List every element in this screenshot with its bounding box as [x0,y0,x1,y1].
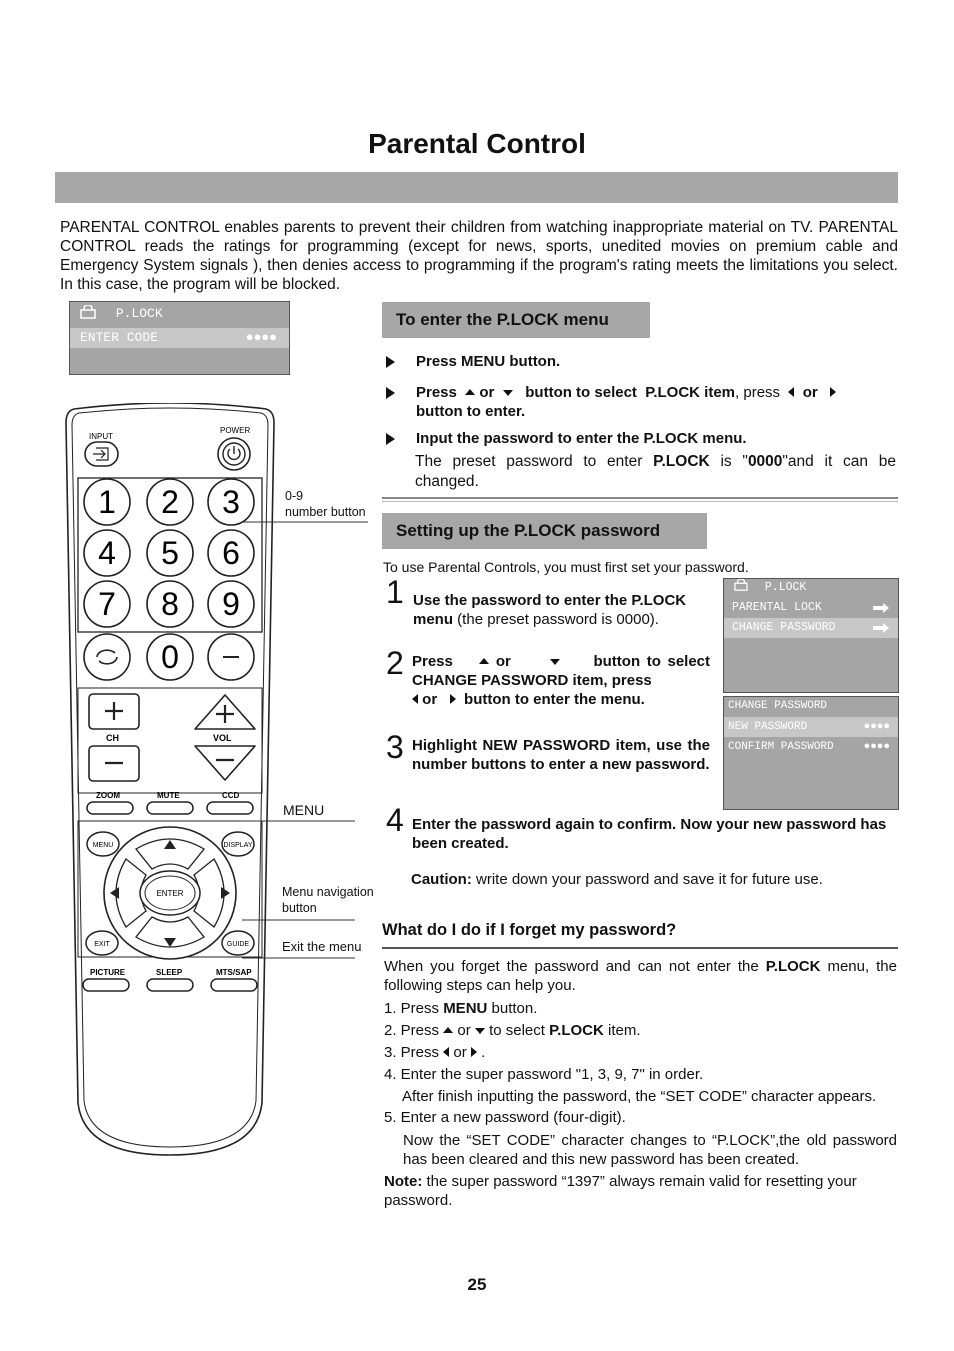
osd-new-password-row [724,717,898,737]
enter-menu-heading: To enter the P.LOCK menu [382,302,650,338]
digit-2-button[interactable] [147,479,193,525]
digit-4-button[interactable] [84,530,130,576]
step-1-rest: (the preset password is 0000). [453,611,659,628]
s2-a: Press [412,653,453,670]
i2-a: 2. Press [384,1022,440,1039]
bullet-3-text: Input the password to enter the P.LOCK menu. [416,430,747,447]
note-d: 0000 [747,453,783,470]
osd-plock-menu [723,578,899,693]
i1-c: button. [487,1000,538,1017]
arrow-right-icon [872,623,890,633]
bullet-arrow-icon [386,356,395,368]
osd-parental-lock-row [724,598,898,618]
osd-confirm-password-label: CONFIRM PASSWORD [728,741,834,753]
digit-label: 8 [161,586,179,622]
step-3-number: 3 [386,729,404,765]
sleep-button[interactable] [147,979,193,991]
callout-nav-a: Menu navigation [282,885,374,899]
forget-i5: 5. Enter a new password (four-digit). [384,1109,626,1126]
s2-or2: or [422,691,438,708]
bullet-1 [386,352,896,371]
step-2-number: 2 [386,645,404,681]
exit-label: EXIT [94,941,110,948]
mtssap-label: MTS/SAP [216,968,252,977]
i1-a: 1. Press [384,1000,444,1017]
digit-label: 7 [98,586,116,622]
setup-steps [386,574,711,629]
step-4-number: 4 [386,802,404,838]
osd-new-password-label: NEW PASSWORD [728,721,808,733]
i1-b: MENU [443,1000,488,1017]
b2-or2: or [802,384,818,401]
b2-or1: or [479,384,495,401]
digit-label: 0 [161,639,179,675]
s2-c: button to enter the menu. [464,691,645,708]
forget-i5-sub: Now the “SET CODE” character changes to “P.LOCK”,the old password has been cleared and this new password has been created. [403,1132,897,1168]
i3-b: . [481,1044,486,1061]
vol-label: VOL [213,733,232,743]
p1-a: When you forget the password and can not enter the [384,958,766,975]
osd-change-password-label: CHANGE PASSWORD [732,621,836,634]
note-c: is " [720,453,748,470]
s2-or: or [495,653,511,670]
step-3-text: Highlight NEW PASSWORD item, use the number buttons to enter a new password. [412,737,710,773]
preset-note [386,452,896,492]
callout-number-a: 0-9 [285,489,304,503]
callout-number-b: number button [285,505,366,519]
step-3 [386,730,710,774]
step-1 [386,574,711,629]
digit-0-button[interactable] [147,634,193,680]
i2-c: P.LOCK [549,1022,604,1039]
callout-exit: Exit the menu [282,939,362,954]
osd-change-password-row [724,618,898,638]
mtssap-button[interactable] [211,979,257,991]
forget-note [384,1172,897,1210]
b2-item: P.LOCK item [645,384,736,401]
note-text: the super password “1397” always remain valid for resetting your password. [384,1173,857,1209]
page-number: 25 [467,1275,487,1294]
ch-label: CH [106,733,119,743]
b2-d: button to enter. [416,403,526,420]
mute-button[interactable] [147,802,193,814]
digit-label: 9 [222,586,240,622]
enter-label: ENTER [156,889,184,898]
left-arrow-icon [443,1047,449,1057]
input-button[interactable] [85,442,118,466]
p1-c: menu, the following steps can help you. [384,958,897,994]
p1-b: P.LOCK [765,958,821,975]
display-label: DISPLAY [223,842,253,849]
up-arrow-icon [465,389,475,395]
up-arrow-icon [443,1027,453,1033]
forget-heading: What do I do if I forget my password? [382,921,677,939]
recall-button[interactable] [84,634,130,680]
caution-label: Caution: [411,871,472,888]
intro-paragraph: PARENTAL CONTROL enables parents to prevent their children from watching inappropriate material on TV. PARENTAL CONTROL reads the ratings for programming (except for news, sports, unedited movies on premium cable and Emergency System signals ), then denies access to programming if the program's rating meets the limitations you select. In this case, the program will be blocked. [60,219,898,293]
setup-lead: To use Parental Controls, you must first set your password. [383,559,749,575]
down-arrow-icon [475,1028,485,1034]
lock-icon [80,305,96,319]
divider-1 [382,497,898,499]
i2-d: item. [608,1022,641,1039]
callout-nav [282,884,374,916]
picture-button[interactable] [83,979,129,991]
b2-b: button to select [525,384,637,401]
osd-plock-title: P.LOCK [764,581,807,594]
osd-title-row [70,304,289,324]
note-e: "and it can be changed. [415,453,897,490]
zoom-button[interactable] [87,802,133,814]
b2-c: , press [735,384,781,401]
enter-menu-bullets [386,352,896,492]
digit-label: 2 [161,484,179,520]
forget-i4: 4. Enter the super password "1, 3, 9, 7" in order. [384,1066,704,1083]
down-arrow-icon [550,659,560,665]
forget-i2 [384,1021,897,1040]
down-arrow-icon [503,390,513,396]
digit-8-button[interactable] [147,581,193,627]
input-label: INPUT [89,432,113,441]
mute-label: MUTE [157,791,180,800]
forget-i1 [384,999,897,1018]
caution [411,871,823,888]
digit-7-button[interactable] [84,581,130,627]
right-arrow-icon [450,694,456,704]
forget-rule [382,947,898,949]
forget-p1 [384,957,897,995]
callout-number [285,488,366,520]
arrow-right-icon [872,603,890,613]
setup-heading: Setting up the P.LOCK password [382,513,707,549]
step-2 [386,646,710,709]
i3-or: or [453,1044,467,1061]
picture-label: PICTURE [90,968,126,977]
i2-or: or [457,1022,471,1039]
forget-body [384,957,897,1210]
note-a: The preset password to enter [415,453,643,470]
forget-i3 [384,1043,897,1062]
lock-icon [734,579,748,591]
ch-up-button[interactable] [89,694,139,729]
osd-plock-title-row [724,579,898,597]
osd-row-label: ENTER CODE [80,330,159,345]
osd-dots: ●●●● [863,741,890,753]
digit-label: 4 [98,535,116,571]
osd-change-password [723,696,899,810]
callout-menu: MENU [283,802,325,818]
digit-label: 6 [222,535,240,571]
bullet-3 [386,429,896,448]
bullet-2 [386,383,896,421]
digit-5-button[interactable] [147,530,193,576]
note-label: Note: [384,1173,423,1190]
osd-change-title: CHANGE PASSWORD [728,700,828,712]
callout-nav-b: button [282,901,317,915]
power-label: POWER [220,426,251,435]
sleep-label: SLEEP [156,968,183,977]
digit-label: 1 [98,484,116,520]
osd-dots: ●●●● [863,721,890,733]
right-arrow-icon [471,1047,477,1057]
bullet-arrow-icon [386,433,395,445]
osd-enter-code [69,301,290,375]
left-arrow-icon [788,387,794,397]
i3-a: 3. Press [384,1044,440,1061]
zoom-label: ZOOM [96,791,120,800]
title-band [55,172,898,203]
digit-label: 5 [161,535,179,571]
bullet-arrow-icon [386,387,395,399]
right-arrow-icon [830,387,836,397]
step-1-bold: Use the password to enter the P.LOCK menu [413,592,687,628]
i2-b: to select [489,1022,545,1039]
step-1-number: 1 [386,574,404,610]
osd-title: P.LOCK [115,306,163,321]
osd-dots: ●●●● [245,330,277,345]
bullet-1-text: Press MENU button. [416,353,561,370]
up-arrow-icon [479,658,489,664]
osd-parental-lock-label: PARENTAL LOCK [732,601,822,614]
forget-i4-sub: After finish inputting the password, the “SET CODE” character appears. [402,1088,877,1105]
guide-label: GUIDE [226,941,250,948]
osd-confirm-password-row [724,737,898,757]
s2-b: button to select CHANGE PASSWORD item, press [412,653,711,689]
menu-label: MENU [92,842,114,849]
step-4 [386,802,898,853]
note-b: P.LOCK [653,453,710,470]
power-button[interactable] [218,438,250,470]
digit-label: 3 [222,484,240,520]
page-title: Parental Control [368,128,586,159]
caution-text: write down your password and save it for future use. [471,871,823,888]
b2-a: Press [416,384,457,401]
osd-enter-code-row [70,328,289,348]
step-4-text: Enter the password again to confirm. Now your new password has been created. [412,816,887,852]
left-arrow-icon [412,694,418,704]
divider-1b [382,501,898,502]
ccd-label: CCD [222,791,240,800]
ch-down-button[interactable] [89,746,139,781]
digit-1-button[interactable] [84,479,130,525]
